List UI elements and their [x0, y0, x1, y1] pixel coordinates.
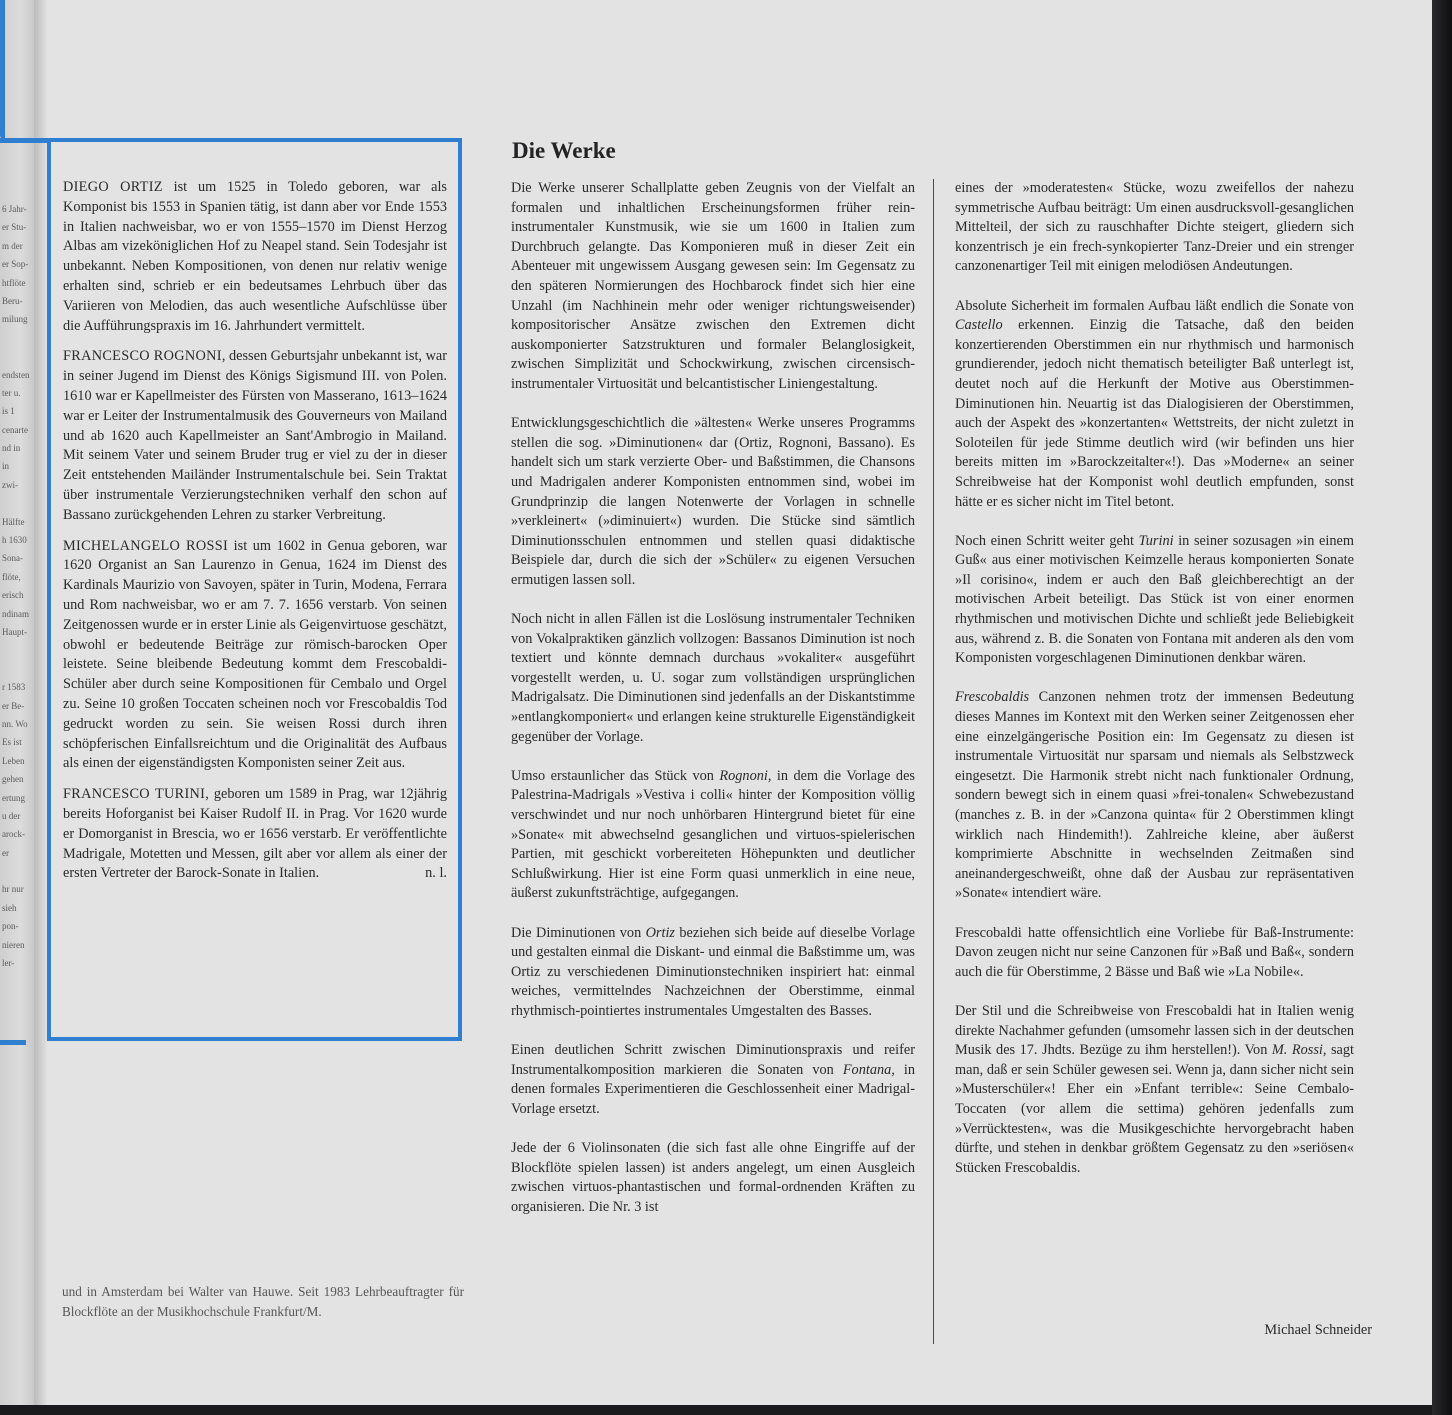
text-run: in denen formales Experimentieren die Geschlossenheit einer Madrigal-Vorlage ersetzt.: [511, 1061, 915, 1117]
spine-text-line: sieh: [2, 902, 17, 913]
spine-text-line: Sona-: [2, 553, 23, 564]
bio-rossi: [63, 537, 447, 775]
article-title: Die Werke: [512, 138, 616, 163]
spine-text-line: Es ist: [2, 737, 22, 748]
composer-name: Rognoni,: [719, 767, 772, 784]
article-paragraph: Jede der 6 Violinsonaten (die sich fast alle ohne Eingriffe auf der Blockflöte spielen lassen) ist anders angelegt, um einen Ausgleich zwischen virtuos-phantastischen und formal-ordnenden Kräften zu organisieren. Die Nr. 3 ist: [511, 1140, 915, 1215]
spine-shadow: [34, 0, 48, 1405]
bio-signature: n. l.: [425, 865, 447, 882]
spine-text-line: nn. Wo: [2, 718, 28, 729]
spine-text-line: endsten: [2, 369, 30, 380]
spine-text-line: ter u.: [2, 387, 21, 398]
composer-name: Ortiz: [645, 924, 675, 941]
spine-text-line: [2, 862, 32, 880]
spine-text-line: Hälfte: [2, 516, 25, 527]
bio-name: MICHELANGELO ROSSI: [63, 537, 229, 554]
spine-text-line: erisch: [2, 590, 24, 601]
article-paragraph: [955, 297, 1354, 513]
spine-text-line: zwi-: [2, 479, 18, 490]
spine-text-line: [2, 660, 32, 678]
text-run: Noch einen Schritt weiter geht: [955, 532, 1139, 549]
spine-text-line: arock-: [2, 829, 25, 840]
spine-text-line: [2, 347, 32, 365]
bio-rognoni: [63, 347, 447, 525]
spine-text-fragments: [2, 200, 32, 972]
article-paragraph: [511, 767, 915, 904]
performer-note: und in Amsterdam bei Walter van Hauwe. Seit 1983 Lehrbeauftragter für Blockflöte an der Musikhochschule Frankfurt/M.: [62, 1284, 464, 1319]
article-paragraph: [511, 924, 915, 1022]
text-run: Umso erstaunlicher das Stück von: [511, 767, 720, 784]
spine-text-line: ndinam: [2, 608, 29, 619]
text-run: Einen deutlichen Schritt zwischen Diminutionspraxis und reifer Instrumentalkomposition markieren die Sonaten von: [511, 1042, 915, 1078]
article-paragraph: [955, 532, 1354, 669]
composer-biographies: [63, 178, 447, 895]
composer-biographies-box: [47, 138, 462, 1041]
bio-text: ist um 1525 in Toledo geboren, war als Komponist bis 1553 in Spanien tätig, ist dann aber vor Ende 1553 in Italien nachweisbar, wo er von 1555–1570 im Dienst Herzog Albas am vizeköniglichen Hof zu Neapel stand. Sein Todesjahr ist unbekannt. Neben Kompositionen, von denen nur relativ wenige erhalten sind, schrieb er ein bedeutsames Lehrbuch über das Variieren von Melodien, das auch wesentliche Aufschlüsse über die Aufführungspraxis im 16. Jahrhundert vermittelt.: [63, 179, 447, 334]
spine-text-line: milung: [2, 314, 28, 325]
spine-text-line: ertung: [2, 792, 25, 803]
article-signature: Michael Schneider: [1264, 1322, 1372, 1338]
spine-text-line: Haupt-: [2, 626, 27, 637]
spine-text-line: hr nur: [2, 884, 24, 895]
spine-text-line: [2, 329, 32, 347]
text-run: sagt man, daß er sein Schüler gewesen sei. Wenn ja, dann sicher nicht sein »Musterschüler«! Eher ein »Enfant terrible«: Seine Cembalo-Toccaten (vor allem die settima) gehören jedenfalls zum »Verrücktesten«, was die Musikgeschichte hervorgebracht haben dürfte, und stehen in denkbar größtem Gegensatz zu den »seriösen« Stücken Frescobaldis.: [955, 1042, 1354, 1176]
text-run: Der Stil und die Schreibweise von Frescobaldi hat in Italien wenig direkte Nachahmer gefunden (umsomehr lassen sich in der deutschen Musik des 17. Jhdts. Bezüge zu ihm herstellen!). Von: [955, 1002, 1354, 1059]
spine-text-line: [2, 641, 32, 659]
spine-text-line: htflöte: [2, 277, 26, 288]
spine-text-line: h 1630: [2, 535, 27, 546]
spine-text-line: Beru-: [2, 295, 23, 306]
bio-turini: [63, 785, 447, 884]
spine-text-line: er Be-: [2, 700, 25, 711]
spine-text-line: Leben: [2, 755, 25, 766]
bio-name: DIEGO ORTIZ: [63, 179, 163, 195]
spine-blue-rule-lower: [0, 1040, 26, 1045]
spine-text-line: er Stu-: [2, 222, 27, 233]
text-run: Canzonen nehmen trotz der immensen Bedeutung dieses Mannes im Kontext mit den Werken seiner Zeitgenossen eher eine einzelgängerische Position ein: Im Gegensatz zu diesen ist instrumentale Virtuosität nur sparsam und niemals als Selbstzweck eingesetzt. Die Harmonik strebt nicht nach funktionaler Ordnung, sondern bewegt sich in einem quasi »frei-tonalen« Schwebezustand (manches z. B. in der »Canzona quinta« für 2 Oberstimmen klingt wirklich nach Hindemith!). Zahlreiche kleine, aber äußerst komprimierte Abschnitte in wechselnden Zeitmaßen sind aneinandergeschweißt, ohne daß der Ausbau zur repräsentativen »Sonate« intendiert wäre.: [955, 689, 1354, 902]
article-paragraph: Entwicklungsgeschichtlich die »ältesten« Werke unseres Programms stellen die sog. »Diminutionen« dar (Ortiz, Rognoni, Bassano). Es handelt sich um stark verzierte Ober- und Baßstimmen, die Chansons und Madrigalen anderer Komponisten entnommen sind, wobei im Grundprinzip die langen Notenwerte der Vorlagen in schnelle »verkleinert« (»diminuiert«) wurden. Die Stücke sind sämtlich Diminutionsschulen entnommen und stellen quasi didaktische Beispiele dar, durch die sich der »Schüler« zu eigenen Versuchen ermutigen lassen soll.: [511, 415, 915, 588]
column-divider: [933, 179, 934, 1344]
spine-text-line: m der: [2, 240, 23, 251]
page-edge-right: [1432, 0, 1452, 1415]
spine-text-line: u der: [2, 810, 21, 821]
article-column-middle: [511, 179, 915, 1237]
spine-text-line: is 1: [2, 406, 15, 417]
spine-blue-frame: [0, 0, 5, 140]
spine-text-line: cenarte: [2, 424, 28, 435]
article-paragraph: [511, 1041, 915, 1119]
article-paragraph: [955, 1002, 1354, 1178]
spine-blue-rule: [0, 138, 50, 143]
spine-text-line: ler-: [2, 958, 15, 969]
bio-name: FRANCESCO ROGNONI: [63, 348, 222, 365]
text-run: in seiner sozusagen »in einem Guß« aus einer motivischen Keimzelle heraus komponierten Sonate »Il corisino«, indem er auch den Baß gleichberechtigt an der motivischen Arbeit beteiligt. Das Stück ist von einer enormen rhythmischen und motivischen Dichte und schließt jede Beliebigkeit aus, während z. B. die Sonaten von Fontana mit anderen als den vom Komponisten vorgeschlagenen Diminutionen denkbar wären.: [955, 532, 1354, 667]
text-run: beziehen sich beide auf dieselbe Vorlage und gestalten einmal die Diskant- und einmal die Baßstimme um, was Ortiz zu verschiedenen Diminutionstechniken inspiriert hat: einmal weiches, vermittelndes Nachzeichnen der Oberstimme, einmal rhythmisch-pointiertes instrumentales Umgestalten des Basses.: [511, 924, 915, 1019]
article-paragraph: eines der »moderatesten« Stücke, wozu zweifellos der nahezu symmetrische Aufbau beiträgt: Um einen ausdrucksvoll-gesanglichen Mittelteil, der sich zu rauschhafter Dichte steigert, gliedern sich konzentrisch je ein frech-synkopierter Tanz-Dreier und ein strenger canzonenartiger Teil mit einigen melodiösen Andeutungen.: [955, 180, 1354, 275]
spine-text-line: flöte,: [2, 571, 21, 582]
article-column-right: [955, 179, 1354, 1198]
text-run: Die Diminutionen von: [511, 924, 646, 941]
text-run: erkennen. Einzig die Tatsache, daß den beiden konzertierenden Oberstimmen ein nur rhythmisch und harmonisch grundierender, jedoch nicht thematisch beteiligter Baß unterlegt ist, deutet noch auf die Herkunft der Motive aus Oberstimmen-Diminutionen hin. Neuartig ist das Dialogisieren der Oberstimmen, auch der Aspekt des »konzertanten« Wettstreits, der nicht zuletzt in Soloteilen für jede Stimme deutlich wird (wir befinden uns hier bereits mitten im »Barockzeitalter«!). Das »Moderne« an seiner Schreibweise hat der Komponist wohl deutlich empfunden, sonst hätte er es sicher nicht im Titel betont.: [955, 317, 1354, 510]
article-paragraph: Noch nicht in allen Fällen ist die Loslösung instrumentaler Techniken von Vokalpraktiken gänzlich vollzogen: Bassanos Diminution ist noch textiert und könnte demnach durchaus »vokaliter« ausgeführt vorgestellt werden, u. U. sogar zum vollständigen ursprünglichen Madrigalsatz. Die Diminutionen sind jedenfalls an der Diskantstimme »entlangkomponiert« und erlangen keine strukturelle Eigenständigkeit gegenüber der Vorlage.: [511, 611, 915, 745]
article-paragraph: Die Werke unserer Schallplatte geben Zeugnis von der Vielfalt an formalen und inhaltlichen Erscheinungsformen früher rein-instrumentaler Kunstmusik, wie sie um 1600 in Italien zum Durchbruch gelangte. Das Komponieren muß in dieser Zeit ein Abenteuer mit ungewissem Ausgang gewesen sein: Im Gegensatz zu den späteren Normierungen des Hochbarock findet sich hier eine Unzahl (im Nachhinein mehr oder weniger richtungsweisender) kompositorischer Ansätze zwischen den Extremen dicht auskomponierter Satzstrukturen und formaler Belanglosigkeit, zwischen Simplizität und Schockwirkung, zwischen circensisch-instrumentaler Virtuosität und belcantistischer Liniengestaltung.: [511, 180, 915, 392]
spine-text-line: [2, 494, 32, 512]
bio-text: ist um 1602 in Genua geboren, war 1620 Organist an San Laurenzo in Genua, 1624 im Dienst des Kardinals Maurizio von Savoyen, später in Turin, Modena, Ferrara und Rom nachweisbar, wo er am 7. 7. 1656 verstarb. Von seinen Zeitgenossen wurde er in erster Linie als Geigenvirtuose geschätzt, obwohl er bedeutende Beiträge zur römisch-barocken Oper leistete. Seine bleibende Bedeutung kommt dem Frescobaldi-Schüler aber durch seine Kompositionen für Cembalo und Orgel zu. Seine 10 großen Toccaten scheinen noch vor Frescobaldis Tod gedruckt worden zu sein. Sie weisen Rossi durch ihren schöpferischen Einfallsreichtum und die Originalität des Aufbaus als einen der eigenständigsten Komponisten seiner Zeit aus.: [63, 537, 447, 772]
composer-name: Fontana,: [842, 1061, 895, 1078]
spine-text-line: nd in: [2, 443, 21, 454]
bio-text: , dessen Geburtsjahr unbekannt ist, war in seiner Jugend im Dienst des Königs Sigismund III. von Polen. 1610 war er Kapellmeister des Fürsten von Masserano, 1613–1624 war er Leiter der Instrumentalmusik des Gouverneurs von Mailand und ab 1620 auch Kapellmeister an Sant'Ambrogio in Mailand. Mit seinem Vater und seinem Bruder trug er viel zu der in dieser Zeit entstehenden Mailänder Instrumentalschule bei. Sein Traktat über instrumentale Verzierungstechniken verhalf den schon auf Bassano zurückgehenden Lehren zu starker Verbreitung.: [63, 348, 448, 523]
spine-text-line: pon-: [2, 921, 19, 932]
spine-text-line: in: [2, 461, 10, 472]
composer-name: Frescobaldis: [955, 689, 1030, 706]
text-run: in dem die Vorlage des Palestrina-Madrigals »Vestiva i colli« hinter der Komposition völlig verschwindet und nur noch unhörbaren Hintergrund bietet für eine »Sonate« mit abwechselnd gesanglichen und virtuos-spielerischen Partien, mit geschickt vorbereiteten Höhepunkten und deutlicher Schlußwirkung. Hier ist eine Form quasi unmerklich in eine neue, äußerst zukunftsträchtige, aufgegangen.: [511, 767, 915, 902]
bio-ortiz: [63, 178, 447, 336]
composer-name: Castello: [955, 317, 1003, 334]
article-paragraph: [955, 688, 1354, 904]
spine-text-line: 6 Jahr-: [2, 204, 27, 214]
spine-text-line: r 1583: [2, 682, 26, 693]
spine-text-line: nieren: [2, 939, 25, 950]
bio-text: , geboren um 1589 in Prag, war 12jährig bereits Hoforganist bei Kaiser Rudolf II. in Prag. Vor 1620 wurde er Domorganist in Brescia, wo er 1656 verstarb. Er veröffentlichte Madrigale, Motetten und Messen, gilt aber vor allem als einer der ersten Vertreter der Barock-Sonate in Italien.: [63, 786, 447, 882]
spine-text-line: er Sop-: [2, 259, 29, 270]
text-run: Absolute Sicherheit im formalen Aufbau läßt endlich die Sonate von: [955, 297, 1354, 314]
spine-text-line: er: [2, 847, 9, 858]
spine-text-line: gehen: [2, 774, 24, 785]
article-paragraph: Frescobaldi hatte offensichtlich eine Vorliebe für Baß-Instrumente: Davon zeugen nicht nur seine Canzonen für »Baß und Baß«, sondern auch die für Oberstimme, 2 Bässe und Baß wie »La Nobile«.: [955, 924, 1354, 980]
composer-name: Turini: [1138, 532, 1174, 549]
composer-name: M. Rossi,: [1271, 1042, 1327, 1059]
bio-name: FRANCESCO TURINI: [63, 786, 206, 803]
page-edge-bottom: [0, 1405, 1432, 1415]
